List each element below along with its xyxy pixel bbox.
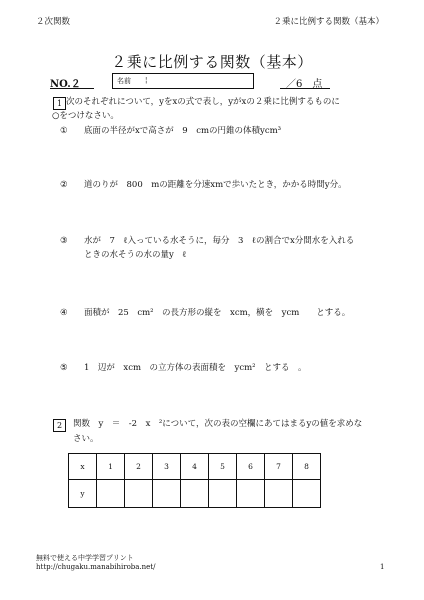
name-label: 名前 bbox=[117, 77, 131, 85]
q1-item-2-text: 道のりが 800 mの距離を分速xmで歩いたとき，かかる時間y分。 bbox=[84, 180, 347, 190]
table-header-y: y bbox=[69, 480, 97, 508]
question-1-instruction-cont: ○をつけなさい。 bbox=[52, 111, 119, 121]
footer-url[interactable]: http://chugaku.manabihiroba.net/ bbox=[36, 563, 156, 571]
q1-item-1-text: 底面の半径がxで高さが 9 cmの円錐の体積ycm³ bbox=[84, 126, 282, 136]
table-answer-cell[interactable] bbox=[97, 480, 125, 508]
table-header-x: x bbox=[69, 454, 97, 480]
values-table bbox=[68, 453, 321, 508]
table-answer-cell[interactable] bbox=[265, 480, 293, 508]
table-answer-cell[interactable] bbox=[209, 480, 237, 508]
table-cell-x: 4 bbox=[181, 454, 209, 480]
worksheet-number-underline bbox=[50, 88, 94, 89]
header-topic: ２乗に比例する関数（基本） bbox=[273, 17, 384, 27]
table-answer-cell[interactable] bbox=[237, 480, 265, 508]
table-answer-cell[interactable] bbox=[293, 480, 321, 508]
worksheet-number: NO.２ bbox=[50, 79, 81, 90]
question-2-number: 2 bbox=[53, 419, 66, 432]
header-subject: ２次関数 bbox=[36, 17, 71, 27]
question-2-instruction: 関数 y ＝ -2 x ²について，次の表の空欄にあてはまるyの値を求めな bbox=[73, 419, 363, 429]
table-cell-x: 7 bbox=[265, 454, 293, 480]
table-cell-x: 1 bbox=[97, 454, 125, 480]
table-answer-cell[interactable] bbox=[125, 480, 153, 508]
question-1-number: 1 bbox=[53, 97, 66, 110]
q1-item-1-mark: ① bbox=[60, 126, 68, 136]
table-cell-x: 8 bbox=[293, 454, 321, 480]
footer-credit: 無料で使える中学学習プリント bbox=[36, 554, 134, 562]
q1-item-3-mark: ③ bbox=[60, 236, 68, 246]
score-underline bbox=[280, 88, 330, 89]
q1-item-5-mark: ⑤ bbox=[60, 363, 68, 373]
q1-item-2-mark: ② bbox=[60, 180, 68, 190]
page-number: 1 bbox=[380, 563, 385, 571]
page-title: ２乗に比例する関数（基本） bbox=[111, 53, 313, 71]
q1-item-4-mark: ④ bbox=[60, 308, 68, 318]
q1-item-4-text: 面積が 25 cm² の長方形の縦を xcm，横を ycm とする。 bbox=[84, 308, 351, 318]
table-row-y bbox=[69, 480, 321, 508]
question-2-instruction-cont: さい。 bbox=[73, 434, 99, 444]
name-separator: ¦ bbox=[145, 76, 147, 84]
table-cell-x: 5 bbox=[209, 454, 237, 480]
q1-item-3-text-cont: ときの水そうの水の量y ℓ bbox=[84, 250, 187, 260]
question-1-instruction: 次のそれぞれについて，yをxの式で表し，yがxの２乗に比例するものに bbox=[66, 97, 340, 107]
q1-item-3-text: 水が 7 ℓ入っている水そうに，毎分 3 ℓの割合でx分間水を入れる bbox=[84, 236, 355, 246]
table-row-x bbox=[69, 454, 321, 480]
score-field: ／6 点 bbox=[286, 79, 323, 90]
name-field[interactable] bbox=[112, 73, 254, 89]
table-answer-cell[interactable] bbox=[181, 480, 209, 508]
q1-item-5-text: 1 辺が xcm の立方体の表面積を ycm² とする 。 bbox=[84, 363, 307, 373]
table-answer-cell[interactable] bbox=[153, 480, 181, 508]
table-cell-x: 6 bbox=[237, 454, 265, 480]
table-cell-x: 2 bbox=[125, 454, 153, 480]
table-cell-x: 3 bbox=[153, 454, 181, 480]
